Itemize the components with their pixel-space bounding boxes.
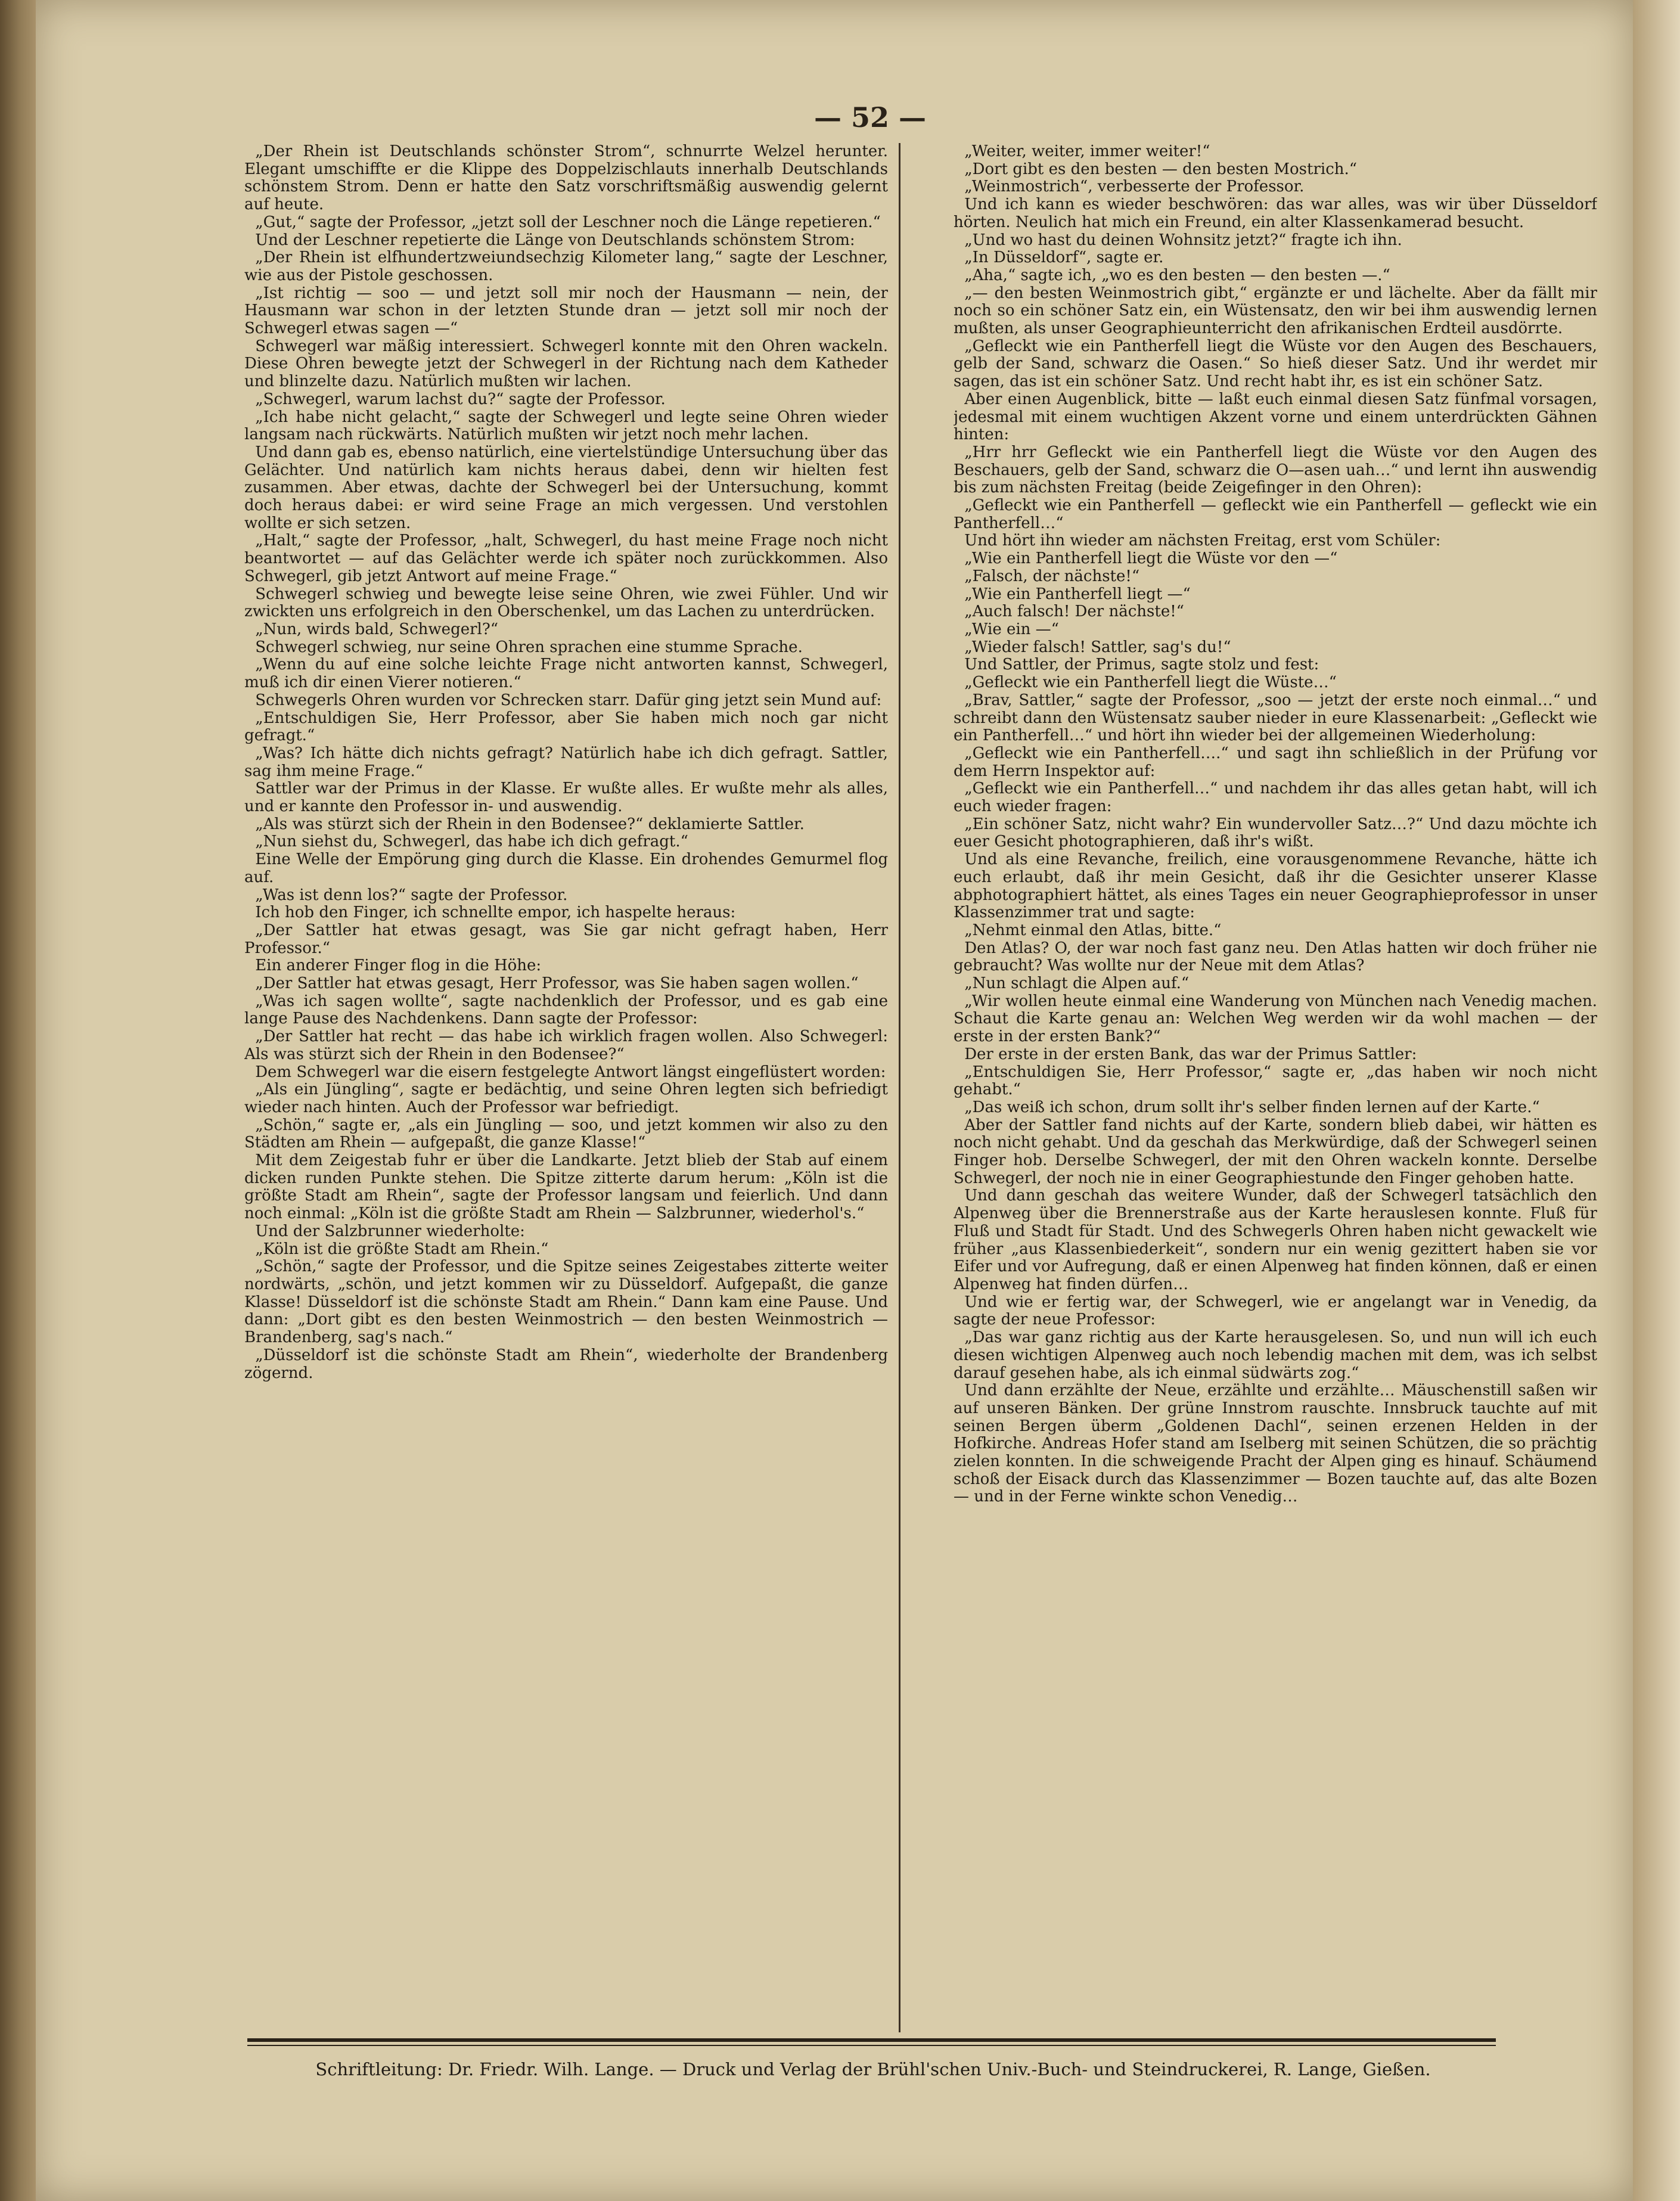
paragraph: „Ich habe nicht gelacht,“ sagte der Schwegerl und legte seine Ohren wieder langsam nach rückwärts. Natürlich mußten wir jetzt noch mehr lachen. bbox=[244, 408, 888, 444]
paragraph: „Dort gibt es den besten — den besten Mostrich.“ bbox=[964, 160, 1358, 178]
paragraph: „Weinmostrich“, verbesserte der Professor. bbox=[964, 178, 1305, 196]
paragraph: „Als was stürzt sich der Rhein in den Bodensee?“ deklamierte Sattler. bbox=[255, 815, 805, 833]
paragraph: „Das weiß ich schon, drum sollt ihr's selber finden lernen auf der Karte.“ bbox=[964, 1098, 1540, 1116]
paragraph: Und dann gab es, ebenso natürlich, eine viertelstündige Untersuchung über das Gelächter. Und natürlich kam nichts heraus dabei, denn wir hielten fest zusammen. Aber etwas, dachte der Schwegerl bei der Untersuchung, kommt doch heraus dabei: er wird seine Frage an mich vergessen. Und verstohlen wollte er sich setzen. bbox=[244, 443, 888, 532]
footer-rule bbox=[247, 2038, 1496, 2042]
imprint-line: Schriftleitung: Dr. Friedr. Wilh. Lange. — Druck und Verlag der Brühl'schen Univ.-Buch- und Steindruckerei, R. Lange, Gießen. bbox=[315, 2059, 1431, 2079]
paragraph: „Was? Ich hätte dich nichts gefragt? Natürlich habe ich dich gefragt. Sattler, sag ihm meine Frage.“ bbox=[244, 744, 888, 780]
paragraph: „Halt,“ sagte der Professor, „halt, Schwegerl, du hast meine Frage noch nicht beantwortet — auf das Gelächter werde ich später noch zurückkommen. Also Schwegerl, gib jetzt Antwort auf meine Frage.“ bbox=[244, 532, 888, 585]
paragraph: „Der Sattler hat recht — das habe ich wirklich fragen wollen. Also Schwegerl: Als was stürzt sich der Rhein in den Bodensee?“ bbox=[244, 1027, 888, 1063]
paragraph: „Der Sattler hat etwas gesagt, Herr Professor, was Sie haben sagen wollen.“ bbox=[255, 974, 859, 993]
paragraph: „Entschuldigen Sie, Herr Professor, aber Sie haben mich noch gar nicht gefragt.“ bbox=[244, 709, 888, 745]
paragraph: Mit dem Zeigestab fuhr er über die Landkarte. Jetzt blieb der Stab auf einem dicken runden Punkte stehen. Die Spitze zitterte darum herum: „Köln ist die größte Stadt am Rhein“, sagte der Professor langsam und feierlich. Und dann noch einmal: „Köln ist die größte Stadt am Rhein — Salzbrunner, wiederhol's.“ bbox=[244, 1151, 888, 1223]
paragraph: „Und wo hast du deinen Wohnsitz jetzt?“ fragte ich ihn. bbox=[964, 231, 1402, 249]
paragraph: „Der Rhein ist Deutschlands schönster Strom“, schnurrte Welzel herunter. Elegant umschiffte er die Klippe des Doppelzischlauts innerhalb Deutschlands schönstem Strom. Denn er hatte den Satz vorschriftsmäßig auswendig gelernt auf heute. bbox=[244, 143, 888, 214]
paragraph: Schwegerls Ohren wurden vor Schrecken starr. Dafür ging jetzt sein Mund auf: bbox=[255, 691, 882, 709]
paragraph: Und dann erzählte der Neue, erzählte und erzählte… Mäuschenstill saßen wir auf unseren Bänken. Der grüne Innstrom rauschte. Innsbruck tauchte auf mit seinen Bergen überm „Goldenen Dachl“, seinen erzenen Helden in der Hofkirche. Andreas Hofer stand am Iselberg mit seinen Schützen, die so prächtig zielen konnten. In die schweigende Pracht der Alpen ging es hinauf. Schäumend schoß der Eisack durch das Klassenzimmer — Bozen tauchte auf, das alte Bozen — und in der Ferne winkte schon Venedig… bbox=[954, 1382, 1597, 1506]
paragraph: „Entschuldigen Sie, Herr Professor,“ sagte er, „das haben wir noch nicht gehabt.“ bbox=[954, 1063, 1597, 1099]
paragraph: „Ein schöner Satz, nicht wahr? Ein wundervoller Satz…?“ Und dazu möchte ich euer Gesicht photographieren, daß ihr's wißt. bbox=[954, 815, 1597, 851]
paragraph: Eine Welle der Empörung ging durch die Klasse. Ein drohendes Gemurmel flog auf. bbox=[244, 850, 888, 886]
paragraph: „Der Sattler hat etwas gesagt, was Sie gar nicht gefragt haben, Herr Professor.“ bbox=[244, 921, 888, 957]
left-column bbox=[244, 143, 888, 2032]
paragraph: Dem Schwegerl war die eisern festgelegte Antwort längst eingeflüstert worden: bbox=[255, 1063, 886, 1081]
paragraph: „— den besten Weinmostrich gibt,“ ergänzte er und lächelte. Aber da fällt mir noch so ein schöner Satz ein, ein Wüstensatz, den wir bei ihm auswendig lernen mußten, als unser Geographieunterricht den afrikanischen Erdteil ausdörrte. bbox=[954, 284, 1597, 338]
paragraph: „In Düsseldorf“, sagte er. bbox=[964, 249, 1164, 267]
paragraph: „Gefleckt wie ein Pantherfell….“ und sagt ihn schließlich in der Prüfung vor dem Herrn Inspektor auf: bbox=[954, 744, 1597, 780]
paragraph: „Gefleckt wie ein Pantherfell…“ und nachdem ihr das alles getan habt, will ich euch wieder fragen: bbox=[954, 780, 1597, 816]
paragraph: „Weiter, weiter, immer weiter!“ bbox=[964, 143, 1210, 160]
paragraph: Und ich kann es wieder beschwören: das war alles, was wir über Düsseldorf hörten. Neulich hat mich ein Freund, ein alter Klassenkamerad besucht. bbox=[954, 195, 1597, 231]
paragraph: „Wieder falsch! Sattler, sag's du!“ bbox=[964, 638, 1231, 656]
footer-rule-thin bbox=[247, 2045, 1496, 2046]
paragraph: „Nun schlagt die Alpen auf.“ bbox=[964, 974, 1190, 993]
paragraph: „Gut,“ sagte der Professor, „jetzt soll der Leschner noch die Länge repetieren.“ bbox=[255, 213, 881, 231]
page-number: — 52 — bbox=[813, 101, 927, 134]
paragraph: Und wie er fertig war, der Schwegerl, wie er angelangt war in Venedig, da sagte der neue Professor: bbox=[954, 1293, 1597, 1329]
paragraph: „Köln ist die größte Stadt am Rhein.“ bbox=[255, 1240, 549, 1258]
paragraph: „Hrr hrr Gefleckt wie ein Pantherfell liegt die Wüste vor den Augen des Beschauers, gelb der Sand, schwarz die O—asen uah…“ und lernt ihn auswendig bis zum nächsten Freitag (beide Zeigefinger in den Ohren): bbox=[954, 443, 1597, 497]
paragraph: „Nun, wirds bald, Schwegerl?“ bbox=[255, 620, 499, 638]
paragraph: „Wie ein Pantherfell liegt die Wüste vor den —“ bbox=[964, 550, 1338, 568]
paragraph: Schwegerl schwieg und bewegte leise seine Ohren, wie zwei Fühler. Und wir zwickten uns erfolgreich in den Oberschenkel, um das Lachen zu unterdrücken. bbox=[244, 585, 888, 621]
next-page-edge bbox=[1633, 0, 1680, 2201]
paragraph: Und als eine Revanche, freilich, eine vorausgenommene Revanche, hätte ich euch erlaubt, daß ihr mein Gesicht, daß ihr die Gesichter unserer Klasse abphotographiert hättet, als eines Tages ein neuer Geographieprofessor in unser Klassenzimmer trat und sagte: bbox=[954, 850, 1597, 922]
paragraph: „Schön,“ sagte der Professor, und die Spitze seines Zeigestabes zitterte weiter nordwärts, „schön, und jetzt kommen wir zu Düsseldorf. Aufgepaßt, die ganze Klasse! Düsseldorf ist die schönste Stadt am Rhein.“ Dann kam eine Pause. Und dann: „Dort gibt es den besten Weinmostrich — den besten Weinmostrich — Brandenberg, sag's nach.“ bbox=[244, 1258, 888, 1347]
paragraph: „Ist richtig — soo — und jetzt soll mir noch der Hausmann — nein, der Hausmann war schon in der letzten Stunde dran — jetzt soll mir noch der Schwegerl etwas sagen —“ bbox=[244, 284, 888, 338]
paragraph: „Gefleckt wie ein Pantherfell liegt die Wüste…“ bbox=[964, 673, 1337, 692]
paragraph: „Als ein Jüngling“, sagte er bedächtig, und seine Ohren legten sich befriedigt wieder nach hinten. Auch der Professor war befriedigt. bbox=[244, 1081, 888, 1116]
right-column bbox=[954, 143, 1597, 2032]
paragraph: Der erste in der ersten Bank, das war der Primus Sattler: bbox=[964, 1045, 1417, 1063]
book-binding bbox=[0, 0, 36, 2201]
paragraph: Ich hob den Finger, ich schnellte empor, ich haspelte heraus: bbox=[255, 904, 736, 922]
paragraph: „Nehmt einmal den Atlas, bitte.“ bbox=[964, 921, 1222, 939]
paragraph: Schwegerl schwieg, nur seine Ohren sprachen eine stumme Sprache. bbox=[255, 638, 803, 656]
paragraph: „Auch falsch! Der nächste!“ bbox=[964, 603, 1184, 621]
column-rule bbox=[899, 143, 900, 2032]
paragraph: Aber der Sattler fand nichts auf der Karte, sondern blieb dabei, wir hätten es noch nicht gehabt. Und da geschah das Merkwürdige, daß der Schwegerl seinen Finger hob. Derselbe Schwegerl, der mit den Ohren wackeln konnte. Derselbe Schwegerl, der noch nie in einer Geographiestunde den Finger gehoben hatte. bbox=[954, 1116, 1597, 1187]
paragraph: „Was ich sagen wollte“, sagte nachdenklich der Professor, und es gab eine lange Pause des Nachdenkens. Dann sagte der Professor: bbox=[244, 992, 888, 1028]
paragraph: „Wie ein Pantherfell liegt —“ bbox=[964, 585, 1191, 603]
paragraph: „Gefleckt wie ein Pantherfell — gefleckt wie ein Pantherfell — gefleckt wie ein Pantherfell…“ bbox=[954, 496, 1597, 532]
paragraph: Schwegerl war mäßig interessiert. Schwegerl konnte mit den Ohren wackeln. Diese Ohren bewegte jetzt der Schwegerl in der Richtung nach dem Katheder und blinzelte dazu. Natürlich mußten wir lachen. bbox=[244, 337, 888, 391]
paragraph: Und dann geschah das weitere Wunder, daß der Schwegerl tatsächlich den Alpenweg über die Brennerstraße aus der Karte herauslesen konnte. Fluß für Fluß und Stadt für Stadt. Und des Schwegerls Ohren haben nicht gewackelt wie früher „aus Klassenbiederkeit“, sondern nur ein wenig gezittert haben sie vor Eifer und vor Aufregung, daß er einen Alpenweg hat finden können, daß er einen Alpenweg hat finden dürfen… bbox=[954, 1187, 1597, 1293]
paragraph: „Falsch, der nächste!“ bbox=[964, 567, 1140, 585]
paragraph: „Was ist denn los?“ sagte der Professor. bbox=[255, 886, 568, 904]
paragraph: „Nun siehst du, Schwegerl, das habe ich dich gefragt.“ bbox=[255, 833, 688, 851]
paragraph: „Aha,“ sagte ich, „wo es den besten — den besten —.“ bbox=[964, 266, 1390, 284]
paragraph: Und Sattler, der Primus, sagte stolz und fest: bbox=[964, 656, 1319, 674]
paragraph: „Schön,“ sagte er, „als ein Jüngling — soo, und jetzt kommen wir also zu den Städten am Rhein — aufgepaßt, die ganze Klasse!“ bbox=[244, 1116, 888, 1152]
paragraph: „Düsseldorf ist die schönste Stadt am Rhein“, wiederholte der Brandenberg zögernd. bbox=[244, 1346, 888, 1382]
paragraph: „Gefleckt wie ein Pantherfell liegt die Wüste vor den Augen des Beschauers, gelb der Sand, schwarz die Oasen.“ So hieß dieser Satz. Und ihr werdet mir sagen, das ist ein schöner Satz. Und recht habt ihr, es ist ein schöner Satz. bbox=[954, 337, 1597, 391]
paragraph: „Schwegerl, warum lachst du?“ sagte der Professor. bbox=[255, 390, 666, 408]
paragraph: Und hört ihn wieder am nächsten Freitag, erst vom Schüler: bbox=[964, 532, 1441, 550]
paragraph: „Wir wollen heute einmal eine Wanderung von München nach Venedig machen. Schaut die Karte genau an: Welchen Weg werden wir da wohl machen — der erste in der ersten Bank?“ bbox=[954, 992, 1597, 1046]
paragraph: Und der Leschner repetierte die Länge von Deutschlands schönstem Strom: bbox=[255, 231, 855, 249]
paragraph: „Brav, Sattler,“ sagte der Professor, „soo — jetzt der erste noch einmal…“ und schreibt dann den Wüstensatz sauber nieder in eure Klassenarbeit: „Gefleckt wie ein Pantherfell…“ und hört ihn wieder bei der allgemeinen Wiederholung: bbox=[954, 691, 1597, 745]
paragraph: Aber einen Augenblick, bitte — laßt euch einmal diesen Satz fünfmal vorsagen, jedesmal mit einem wuchtigen Akzent vorne und einem unterdrückten Gähnen hinten: bbox=[954, 390, 1597, 444]
paragraph: „Das war ganz richtig aus der Karte herausgelesen. So, und nun will ich euch diesen wichtigen Alpenweg auch noch lebendig machen mit dem, was ich selbst darauf gesehen habe, als ich einmal südwärts zog.“ bbox=[954, 1328, 1597, 1382]
paragraph: Und der Salzbrunner wiederholte: bbox=[255, 1222, 525, 1240]
paragraph: Den Atlas? O, der war noch fast ganz neu. Den Atlas hatten wir doch früher nie gebraucht? Was wollte nur der Neue mit dem Atlas? bbox=[954, 939, 1597, 975]
paragraph: „Der Rhein ist elfhundertzweiundsechzig Kilometer lang,“ sagte der Leschner, wie aus der Pistole geschossen. bbox=[244, 249, 888, 284]
paragraph: „Wenn du auf eine solche leichte Frage nicht antworten kannst, Schwegerl, muß ich dir einen Vierer notieren.“ bbox=[244, 656, 888, 692]
paragraph: Ein anderer Finger flog in die Höhe: bbox=[255, 957, 542, 975]
paragraph: Sattler war der Primus in der Klasse. Er wußte alles. Er wußte mehr als alles, und er kannte den Professor in- und auswendig. bbox=[244, 780, 888, 816]
paragraph: „Wie ein —“ bbox=[964, 620, 1059, 638]
